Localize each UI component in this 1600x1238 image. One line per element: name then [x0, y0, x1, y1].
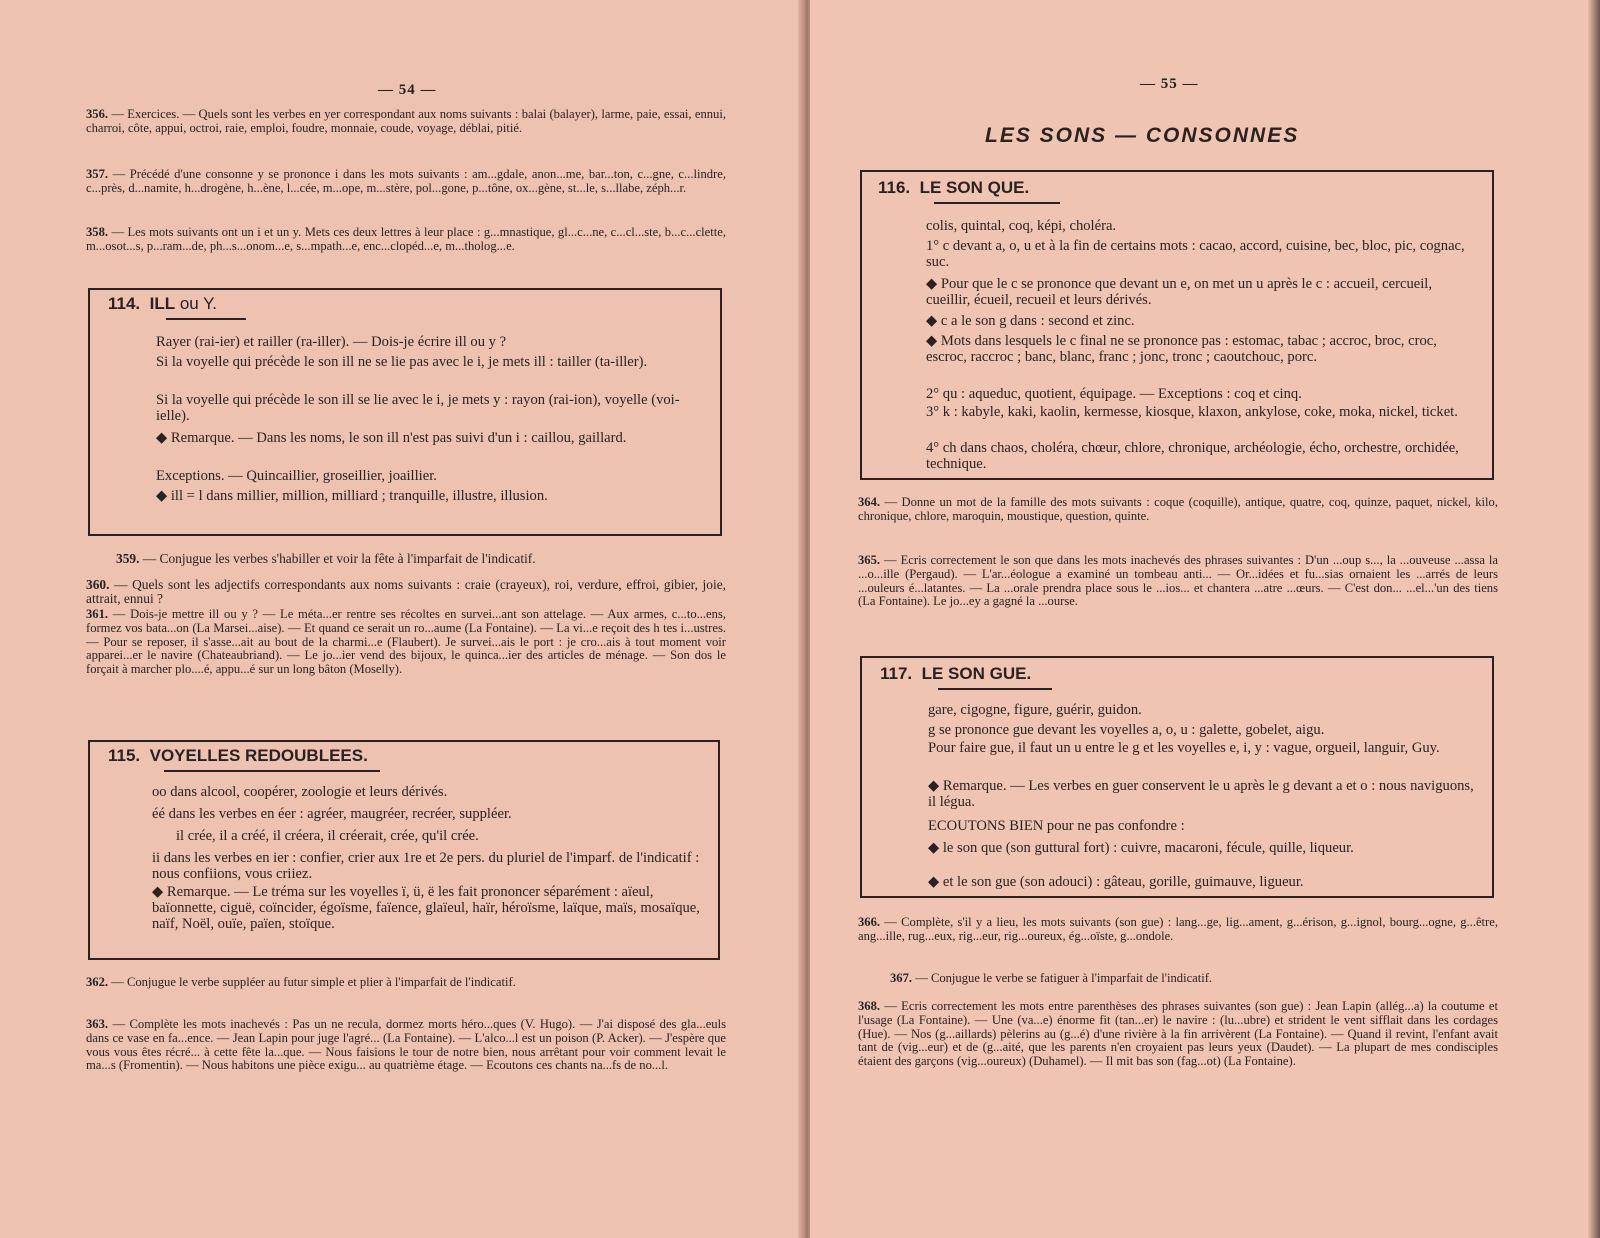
rule-line: ◆ le son que (son guttural fort) : cuivre, macaroni, fécule, quille, liqueur.: [928, 840, 1354, 856]
rule-line: g se prononce gue devant les voyelles a, o, u : galette, gobelet, aigu.: [928, 722, 1325, 738]
rule-line: colis, quintal, coq, képi, choléra.: [926, 218, 1117, 234]
rule-line: ◆ Remarque. — Dans les noms, le son ill n'est pas suivi d'un i : caillou, gaillard.: [156, 430, 627, 446]
rule-line: il crée, il a créé, il créera, il créerait, crée, qu'il crée.: [176, 828, 479, 844]
exercise-364: 364. — Donne un mot de la famille des mots suivants : coque (coquille), antique, quatre, coq, quinze, paquet, nickel, kilo, chronique, chlore, maroquin, moustique, question, quinte.: [858, 495, 1498, 523]
exercise-363: 363. — Complète les mots inachevés : Pas un ne recula, dormez morts héro...ques (V. Hugo). — J'ai disposé des gla...euls dans ce vase en fa...ence. — Jean Lapin pour juge l'agré... (La Fontaine). — L'alco...l est un poison (P. Acker). — J'espère que vous vous êtes récré... à cette fête la...que. — Nous faisions le tour de notre bien, nous arrêtant pour voir comment levait le ma...s (Fromentin). — Nous habitons une pièce exigu... au quatrième étage. — Ecoutons ces chants na...fs de no...l.: [86, 1017, 726, 1073]
rule-line: oo dans alcool, coopérer, zoologie et leurs dérivés.: [152, 784, 448, 800]
rule-line: ii dans les verbes en ier : confier, crier aux 1re et 2e pers. du pluriel de l'imparf. de l'indicatif : nous confiions, vous criiez.: [152, 850, 700, 882]
section-title: LES SONS — CONSONNES: [985, 124, 1300, 147]
page-number: — 55 —: [1140, 76, 1199, 92]
exercise-359: 359. — Conjugue les verbes s'habiller et voir la fête à l'imparfait de l'indicatif.: [116, 551, 536, 566]
exercise-357: 357. — Précédé d'une consonne y se prononce i dans les mots suivants : am...gdale, anon...me, bar...ton, c...gne, c...lindre, c...près, d...namite, h...drogène, h...ène, l...cée, m...ope, m...stère, pol...gone, p...tône, ox...gène, st...le, s...llabe, zéph...r.: [86, 167, 726, 195]
lesson-heading: 117. LE SON GUE.: [880, 664, 1032, 683]
heading-underline: [164, 770, 380, 772]
rule-line: 4° ch dans chaos, choléra, chœur, chlore, chronique, archéologie, écho, orchestre, orchidée, technique.: [926, 440, 1459, 472]
exercise-367: 367. — Conjugue le verbe se fatiguer à l'imparfait de l'indicatif.: [890, 971, 1213, 985]
rule-line: Si la voyelle qui précède le son ill se lie avec le i, je mets y : rayon (rai-ion), voyelle (voi-ielle).: [156, 392, 680, 424]
rule-line: ◆ Remarque. — Les verbes en guer conservent le u après le g devant a et o : nous naviguons, il légua.: [928, 778, 1474, 810]
rule-line: ◆ et le son gue (son adouci) : gâteau, gorille, guimauve, ligueur.: [928, 874, 1304, 890]
rule-line: 1° c devant a, o, u et à la fin de certains mots : cacao, accord, cuisine, bec, bloc, pic, cognac, suc.: [926, 238, 1465, 270]
lesson-box-117: [860, 656, 1494, 898]
rule-line: ◆ c a le son g dans : second et zinc.: [926, 313, 1135, 329]
page-number: — 54 —: [378, 82, 437, 98]
exercise-368: 368. — Ecris correctement les mots entre parenthèses des phrases suivantes (son gue) : Jean Lapin (allég...a) la coutume et l'usage (La Fontaine). — Une (va...e) énorme fit (tan...er) le navire : (lu...ubre) et strident le vent sifflait dans les cordages (Hue). — Nos (g...aillards) pèlerins au (g...é) d'une rivière à la fin arrivèrent (La Fontaine). — Quand il revint, l'enfant avait tant de (vig...eur) et de (g...aité, que les parents n'en croyaient pas leurs yeux (Daudet). — La plupart de mes condisciples étaient des garçons (vig...oureux) (Duhamel). — Il mit bas son (fag...ot) (La Fontaine).: [858, 999, 1498, 1069]
heading-underline: [934, 202, 1060, 204]
rule-line: 3° k : kabyle, kaki, kaolin, kermesse, kiosque, klaxon, ankylose, coke, moka, nickel, ticket.: [926, 404, 1458, 420]
exercise-360: 360. — Quels sont les adjectifs correspondants aux noms suivants : craie (crayeux), roi, verdure, effroi, gibier, joie, attrait, ennui ?: [86, 577, 726, 606]
rule-line: ◆ ill = l dans millier, million, milliard ; tranquille, illustre, illusion.: [156, 488, 548, 504]
exercise-358: 358. — Les mots suivants ont un i et un y. Mets ces deux lettres à leur place : g...mnastique, gl...c...ne, c...cl...ste, b...c...clette, m...osot...s, p...ram...de, ph...s...onom...e, s...mpath...e, enc...clopéd...e, m...tholog...e.: [86, 225, 726, 253]
page-edge: [1588, 0, 1600, 1238]
rule-line: ◆ Remarque. — Le tréma sur les voyelles ï, ü, ë les fait prononcer séparément : aïeul, baïonnette, ciguë, coïncider, égoïsme, faïence, glaïeul, haïr, héroïsme, laïque, maïs, mosaïque, naïf, Noël, ouïe, païen, stoïque.: [152, 884, 700, 932]
heading-underline: [166, 318, 246, 320]
exercise-356: 356. — Exercices. — Quels sont les verbes en yer correspondant aux noms suivants : balai (balayer), larme, paie, essai, ennui, charroi, côte, appui, octroi, raie, emploi, foudre, monnaie, coude, voyage, déblai, pitié.: [86, 107, 726, 135]
rule-line: 2° qu : aqueduc, quotient, équipage. — Exceptions : coq et cinq.: [926, 386, 1302, 402]
exercise-366: 366. — Complète, s'il y a lieu, les mots suivants (son gue) : lang...ge, lig...ament, g...érison, g...ignol, bourg...ogne, g...être, ang...ille, rug...eux, rig...eur, rig...oureux, ég...oïste, g...ondole.: [858, 915, 1498, 943]
exercise-365: 365. — Ecris correctement le son que dans les mots inachevés des phrases suivantes : D'un ...oup s..., la ...ouveuse ...assa la ...o...ille (Pergaud). — L'ar...éologue a examiné un tombeau anti... — Or...idées et fu...sias ornaient les ...arrés de leurs ...ouleurs é...latantes. — La ...orale prendra place sous le ...ios... et chantera ...atre ...œurs. — C'est don... ...el...'un des tiens (La Fontaine). Le jo...ey a gagné la ...ourse.: [858, 553, 1498, 609]
exercise-362: 362. — Conjugue le verbe suppléer au futur simple et plier à l'imparfait de l'indicatif.: [86, 975, 516, 989]
rule-line: Exceptions. — Quincaillier, groseillier, joaillier.: [156, 468, 437, 484]
rule-line: gare, cigogne, figure, guérir, guidon.: [928, 702, 1142, 718]
rule-line: Pour faire gue, il faut un u entre le g et les voyelles e, i, y : vague, orgueil, languir, Guy.: [928, 740, 1440, 756]
rule-line: éé dans les verbes en éer : agréer, maugréer, recréer, suppléer.: [152, 806, 512, 822]
lesson-heading: 116. LE SON QUE.: [878, 178, 1030, 197]
rule-line: ◆ Mots dans lesquels le c final ne se prononce pas : estomac, tabac ; accroc, broc, croc, escroc, raccroc ; banc, blanc, franc ; jonc, tronc ; caoutchouc, porc.: [926, 333, 1437, 365]
heading-underline: [938, 688, 1052, 690]
lesson-heading: 115. VOYELLES REDOUBLEES.: [108, 746, 368, 765]
rule-line: ECOUTONS BIEN pour ne pas confondre :: [928, 818, 1185, 834]
rule-line: Si la voyelle qui précède le son ill ne se lie pas avec le i, je mets ill : tailler (ta-iller).: [156, 354, 648, 370]
lesson-heading: 114. ILL ou Y.: [108, 294, 218, 313]
right-page: [810, 0, 1600, 1238]
rule-line: ◆ Pour que le c se prononce que devant un e, on met un u après le c : accueil, cercueil, cueillir, écueil, recueil et leurs dérivés.: [926, 276, 1432, 308]
exercise-361: 361. — Dois-je mettre ill ou y ? — Le méta...er rentre ses récoltes en survei...ant son attelage. — Aux armes, c...to...ens, formez vos bata...on (La Marsei...aise). — Et quand ce serait un ro...aume (La Fontaine). — La vi...e reçoit des h tes i...ustres. — Pour se reposer, il s'asse...ait au bout de la charmi...e (Flaubert). Je survei...ais le port : je cro...ais à tout moment voir apparei...er le navire (Chateaubriand). — Le jo...ier vend des bijoux, le quinca...ier des articles de ménage. — Son dos le forçait à marcher plo....é, appu...é sur un long bâton (Moselly).: [86, 607, 726, 677]
rule-line: Rayer (rai-ier) et railler (ra-iller). — Dois-je écrire ill ou y ?: [156, 334, 507, 350]
